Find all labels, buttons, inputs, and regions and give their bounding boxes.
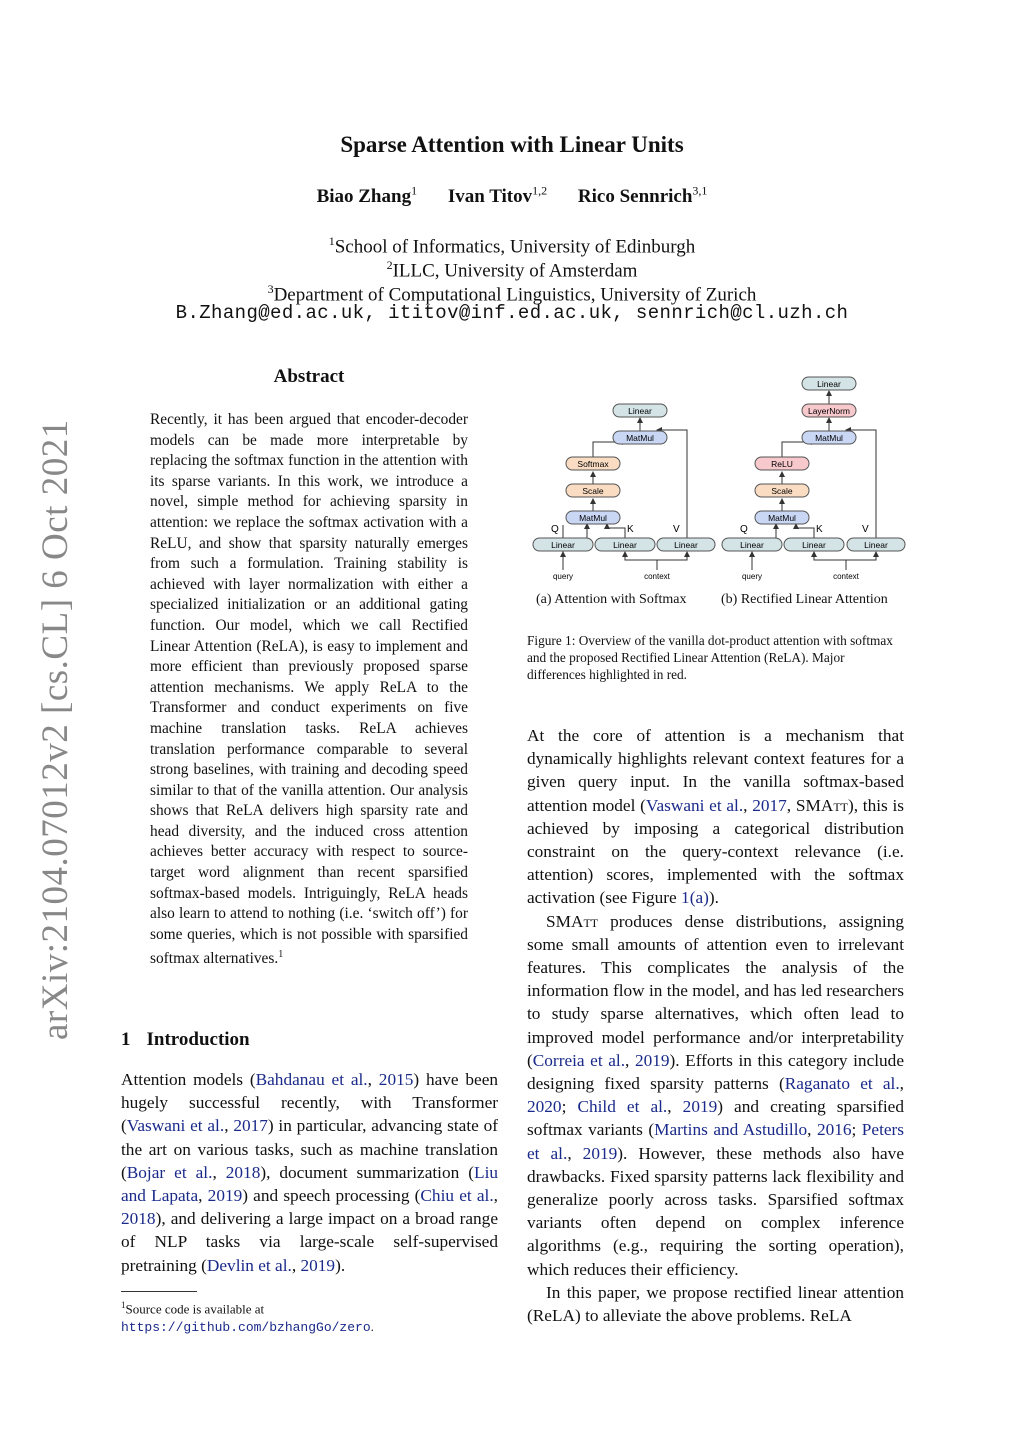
svg-text:Linear: Linear (613, 540, 637, 550)
label-v: V (862, 524, 869, 535)
citation-link[interactable]: Bojar et al. (126, 1162, 213, 1182)
citation-link[interactable]: Devlin et al. (206, 1255, 292, 1275)
citation-year-link[interactable]: 2018 (121, 1209, 156, 1229)
node-layernorm (802, 404, 856, 417)
arxiv-stamp: arXiv:2104.07012v2 [cs.CL] 6 Oct 2021 (35, 419, 76, 1040)
subfigure-a-caption: (a) Attention with Softmax (536, 592, 687, 607)
paper-title: Sparse Attention with Linear Units (340, 132, 684, 157)
paragraph-1: At the core of attention is a mechanism that dynamically highlights relevant context features for a given query input. In the vanilla softmax-based attention model (Vaswani et al., 2017, SMAtt), this is achieved by imposing a categorical distribution constraint on the query-context relevance (i.e. attention) scores, implemented with the softmax activation (see Figure 1(a)). (527, 726, 905, 908)
svg-text:Scale: Scale (771, 486, 793, 496)
author-list (0, 184, 1024, 208)
citation-year-link[interactable]: 2018 (225, 1162, 261, 1182)
citation-year-link[interactable]: 2019 (634, 1050, 670, 1070)
author-2: Ivan Titov$^{1,2}$ (447, 184, 548, 208)
svg-text:Linear: Linear (864, 540, 888, 550)
node-linear-output (802, 377, 856, 390)
label-k: K (627, 524, 634, 535)
label-q: Q (551, 524, 559, 535)
author-emails: B.Zhang@ed.ac.uk, ititov@inf.ed.ac.uk, sennrich@cl.uzh.ch (175, 302, 849, 324)
node-softmax (566, 457, 620, 470)
svg-text:Linear: Linear (674, 540, 698, 550)
svg-text:Softmax: Softmax (577, 459, 609, 469)
node-matmul-top (802, 431, 856, 444)
citation-link[interactable]: Bahdanau et al. (255, 1070, 368, 1089)
citation-year-link[interactable]: 2020 (527, 1097, 562, 1117)
paragraph-3: In this paper, we propose rectified linear attention (ReLA) to alleviate the above problems. ReLA (527, 1282, 904, 1326)
svg-text:LayerNorm: LayerNorm (807, 406, 851, 416)
node-relu (755, 457, 809, 470)
label-v: V (673, 524, 680, 535)
node-linear-q (533, 538, 593, 551)
subfigure-b-caption: (b) Rectified Linear Attention (721, 592, 888, 607)
svg-text:Linear: Linear (817, 379, 841, 389)
paragraph-2: SMAtt produces dense distributions, assigning some small amounts of attention even to irrelevant features. This complicates the analysis of the information flow in the model, and has led researchers to study sparse alternatives, which often lead to improved model performance and/or interpretability (Correia et al., 2019). Efforts in this category include designing fixed sparsity patterns (Raganato et al., 2020; Child et al., 2019) and creating sparsified softmax variants (Martins and Astudillo, 2016; Peters et al., 2019). However, these methods also have drawbacks. Fixed sparsity patterns lack flexibility and generalize poorly across tasks. Sparsified softmax variants often depend on complex inference algorithms (e.g., requiring the sorting operation), which reduces their efficiency. (527, 911, 905, 1279)
citation-year-link[interactable]: 2019 (300, 1255, 336, 1275)
abstract-heading: Abstract (273, 366, 345, 387)
label-q: Q (740, 524, 748, 535)
node-scale (755, 484, 809, 497)
svg-text:MatMul: MatMul (815, 433, 843, 443)
citation-link[interactable]: Chiu et al. (420, 1186, 494, 1206)
node-linear-v (847, 538, 905, 551)
affiliation-3: $^3$Department of Computational Linguistics, University of Zurich (267, 282, 757, 306)
svg-text:MatMul: MatMul (579, 513, 607, 523)
author-1: Biao Zhang$^1$ (316, 184, 418, 208)
citation-link[interactable]: Child et al. (577, 1097, 668, 1117)
svg-text:Linear: Linear (628, 406, 652, 416)
label-query: query (741, 572, 763, 581)
citation-year-link[interactable]: 2017 (233, 1116, 268, 1136)
intro-paragraph: Attention models (Bahdanau et al., 2015) have been hugely successful recently, with Transformer (Vaswani et al., 2017) in particular, advancing state of the art on various tasks, such as machine translation (Bojar et al., 2018), document summarization (Liu and Lapata, 2019) and speech processing (Chiu et al., 2018), and delivering a large impact on a broad range of NLP tasks via large-scale self-supervised pretraining (Devlin et al., 2019). (121, 1070, 499, 1275)
node-matmul-low (755, 511, 809, 524)
node-matmul-low (566, 511, 620, 524)
svg-text:Linear: Linear (740, 540, 764, 550)
citation-year-link[interactable]: 2017 (752, 795, 787, 815)
node-linear-v (657, 538, 715, 551)
node-scale (566, 484, 620, 497)
author-3: Rico Sennrich$^{3,1}$ (577, 184, 708, 208)
citation-year-link[interactable]: 2016 (816, 1120, 852, 1140)
citation-link[interactable]: Liu and Lapata (121, 1162, 499, 1206)
svg-text:ReLU: ReLU (771, 459, 793, 469)
citation-year-link[interactable]: 2015 (378, 1070, 414, 1089)
label-context: context (833, 572, 859, 581)
node-linear-k (784, 538, 844, 551)
citation-year-link[interactable]: 2019 (582, 1143, 618, 1163)
label-k: K (816, 524, 823, 535)
svg-text:Linear: Linear (551, 540, 575, 550)
node-linear-output (613, 404, 667, 417)
citation-year-link[interactable]: 2019 (207, 1186, 243, 1206)
citation-link[interactable]: Raganato et al. (784, 1074, 900, 1094)
section-heading-introduction: 1 Introduction (121, 1029, 250, 1050)
node-matmul-top (613, 431, 667, 444)
right-column-body (527, 724, 904, 1327)
citation-link[interactable]: Peters et al. (527, 1120, 905, 1163)
abstract-footnote-mark[interactable]: 1 (278, 949, 284, 961)
source-code-link[interactable]: https://github.com/bzhangGo/zero (121, 1320, 371, 1336)
svg-text:MatMul: MatMul (626, 433, 654, 443)
citation-link[interactable]: Vaswani et al. (126, 1116, 225, 1136)
affiliation-2: $^2$ILLC, University of Amsterdam (386, 258, 638, 282)
svg-text:Scale: Scale (582, 486, 604, 496)
footnote-rule (121, 1291, 197, 1292)
label-query: query (552, 572, 574, 581)
citation-link[interactable]: Correia et al. (532, 1050, 626, 1070)
abstract-text: Recently, it has been argued that encoder-decoder models can be made more interpretable by replacing the softmax function in the attention with its sparse variants. In this work, we introduce a novel, simple method for achieving sparsity in attention: we replace the softmax activation with a ReLU, and show that sparsity naturally emerges from such a formulation. Training stability is achieved with layer normalization with either a specialized initialization or an additional gating function. Our model, which we call Rectified Linear Attention (ReLA), is easy to implement and more efficient than previously proposed sparse attention mechanisms. We apply ReLA to the Transformer and conduct experiments on five machine translation tasks. ReLA achieves translation performance comparable to several strong baselines, with training and decoding speed similar to that of the vanilla attention. Our analysis shows that ReLA delivers high sparsity rate and head diversity, and the induced cross attention achieves better accuracy with respect to source-target word alignment than recent sparsified softmax-based models. Intriguingly, ReLA heads also learn to attend to nothing (i.e. ‘switch off’) for some queries, which is not possible with sparsified softmax alternatives.$^1$ (150, 411, 468, 968)
node-linear-k (595, 538, 655, 551)
node-linear-q (722, 538, 782, 551)
citation-link[interactable]: Martins and Astudillo (654, 1120, 808, 1140)
svg-text:Linear: Linear (802, 540, 826, 550)
label-context: context (644, 572, 670, 581)
figure-caption: Figure 1: Overview of the vanilla dot-product attention with softmax and the proposed Rectified Linear Attention (ReLA). Major differences highlighted in red. (527, 633, 893, 682)
affiliation-1: $^1$School of Informatics, University of Edinburgh (328, 234, 696, 258)
footnote: $^1$Source code is available at https://github.com/bzhangGo/zero. (121, 1300, 374, 1336)
citation-link[interactable]: Vaswani et al. (645, 795, 744, 815)
figure-ref-link[interactable]: 1(a) (681, 888, 709, 908)
svg-text:MatMul: MatMul (768, 513, 796, 523)
figure-1-diagrams (527, 370, 917, 590)
citation-year-link[interactable]: 2019 (682, 1097, 718, 1117)
